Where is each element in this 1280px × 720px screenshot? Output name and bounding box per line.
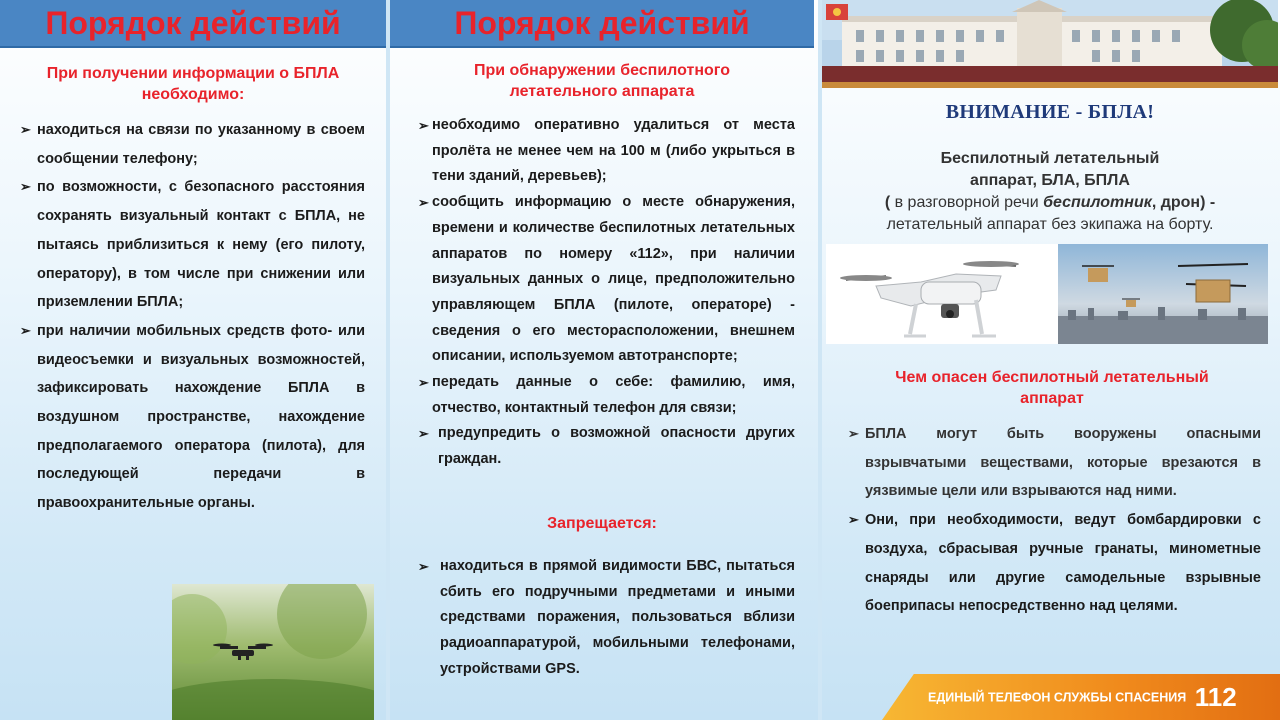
list-item: ➢ предупредить о возможной опасности других граждан.	[418, 421, 795, 472]
arrowhead-bullet-icon: ➢	[418, 118, 429, 133]
list-middle	[418, 113, 795, 473]
list-item: ➢ находиться на связи по указанному в своем сообщении телефону;	[20, 116, 365, 173]
danger-title: Чем опасен беспилотный летательный аппарат	[895, 369, 1209, 407]
drone-over-grass-photo	[172, 584, 374, 720]
attention-title: ВНИМАНИЕ - БПЛА!	[945, 101, 1155, 123]
arrowhead-bullet-icon: ➢	[418, 426, 429, 442]
building-photo	[822, 0, 1278, 88]
footer-text: ЕДИНЫЙ ТЕЛЕФОН СЛУЖБЫ СПАСЕНИЯ 112	[928, 682, 1237, 712]
header-middle: Порядок действий	[390, 0, 814, 48]
list-item: ➢ Они, при необходимости, ведут бомбардировки с воздуха, сбрасывая ручные гранаты, минометные снаряды или другие самодельные взрывные боеприпасы непосредственно над целями.	[848, 506, 1261, 621]
delivery-drones-photo	[1058, 244, 1268, 344]
header-left: Порядок действий	[0, 0, 386, 48]
definition-text: Беспилотный летательный аппарат, БЛА, БПЛА ( в разговорной речи беспилотник, дрон) - летательный аппарат без экипажа на борту.	[884, 150, 1216, 233]
column-middle	[390, 0, 818, 720]
list-item: ➢ передать данные о себе: фамилию, имя, отчество, контактный телефон для связи;	[418, 370, 795, 421]
subtitle-left: При получении информации о БПЛА необходимо:	[46, 65, 340, 103]
white-drone-photo	[826, 244, 1058, 344]
arrowhead-bullet-icon: ➢	[418, 195, 429, 211]
column-right	[822, 0, 1280, 720]
list-left	[20, 116, 365, 518]
list-item: ➢ по возможности, с безопасного расстояния сохранять визуальный контакт с БПЛА, не пытаясь приблизиться к нему (его пилоту, оператору), в том числе при снижении или приземлении БПЛА;	[20, 173, 365, 317]
list-item: ➢ при наличии мобильных средств фото- или видеосъемки и визуальных возможностей, зафиксировать нахождение БПЛА в воздушном пространстве, нахождение предполагаемого оператора (пилота), для последующей передачи в правоохранительные органы.	[20, 317, 365, 518]
arrowhead-bullet-icon: ➢	[20, 322, 31, 338]
forbidden-list	[418, 554, 795, 683]
arrowhead-bullet-icon: ➢	[20, 122, 31, 137]
arrowhead-bullet-icon: ➢	[848, 512, 859, 528]
arrowhead-bullet-icon: ➢	[848, 426, 859, 441]
list-item: ➢ БПЛА могут быть вооружены опасными взрывчатыми веществами, которые врезаются в уязвимые цели или взрываются над ними.	[848, 420, 1261, 506]
list-item: ➢ необходимо оперативно удалиться от места пролёта не менее чем на 100 м (либо укрыться в тени зданий, деревьев);	[418, 113, 795, 190]
column-left	[0, 0, 386, 720]
forbidden-title: Запрещается:	[547, 515, 657, 532]
list-item: ➢ сообщить информацию о месте обнаружения, времени и количестве беспилотных летательных аппаратов по номеру «112», при наличии визуальных данных о лице, предположительно управляющем БПЛА (пилоте, операторе) - сведения о его месторасположении, внешнем описании, используемом автотранспорте;	[418, 190, 795, 370]
subtitle-middle: При обнаружении беспилотного летательного аппарата	[473, 62, 731, 100]
arrowhead-bullet-icon: ➢	[20, 179, 31, 195]
danger-list	[848, 420, 1261, 621]
arrowhead-bullet-icon: ➢	[418, 375, 429, 391]
arrowhead-bullet-icon: ➢	[418, 559, 429, 574]
list-item: ➢ находиться в прямой видимости БВС, пытаться сбить его подручными предметами и иными средствами поражения, пользоваться вблизи радиоаппаратурой, мобильными телефонами, устройствами GPS.	[418, 554, 795, 683]
